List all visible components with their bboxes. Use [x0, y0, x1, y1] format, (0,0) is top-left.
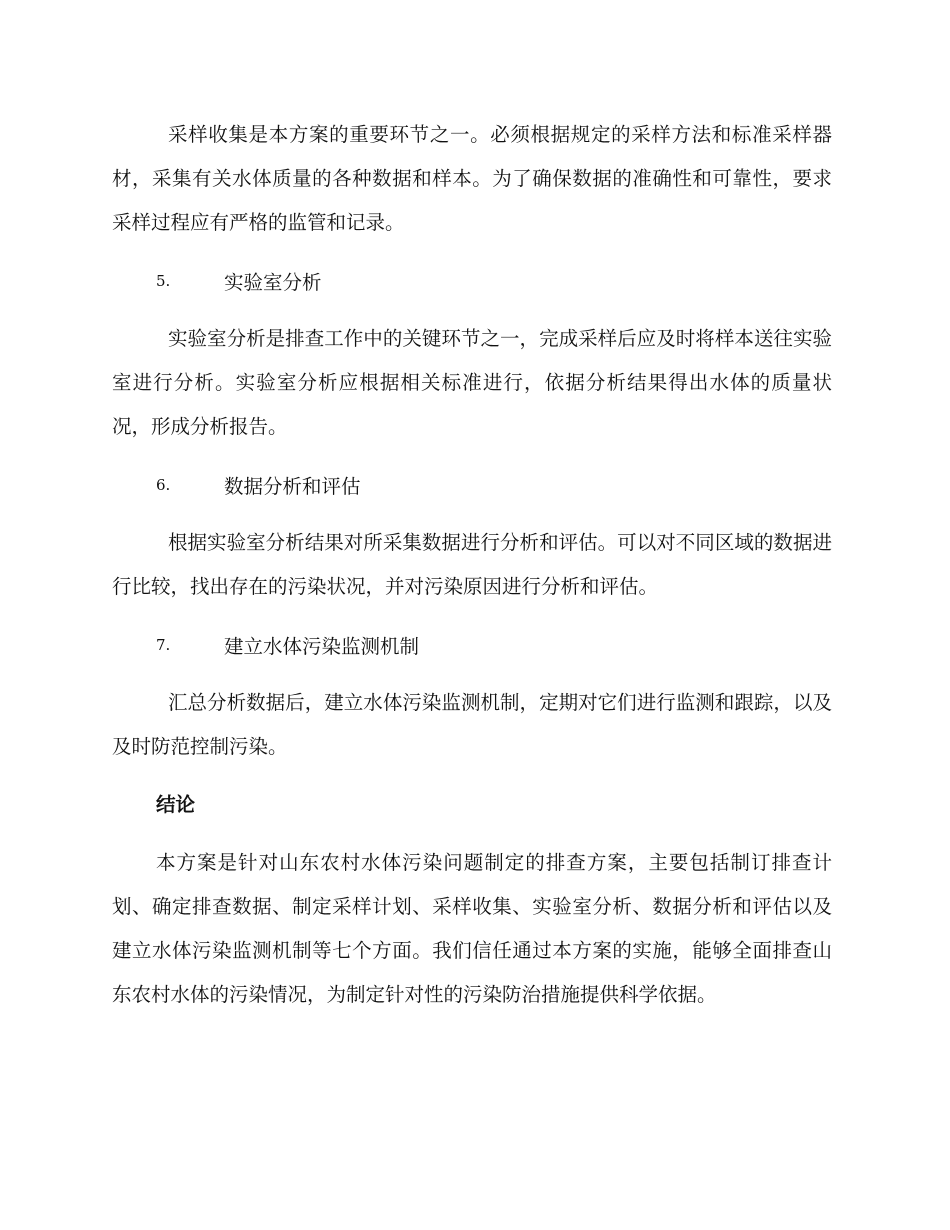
paragraph-monitoring: 汇总分析数据后，建立水体污染监测机制，定期对它们进行监测和跟踪，以及及时防范控制污染。 — [112, 691, 832, 758]
heading-lab-analysis — [112, 259, 832, 303]
paragraph-lab-analysis: 实验室分析是排查工作中的关键环节之一，完成采样后应及时将样本送往实验室进行分析。实验室分析应根据相关标准进行，依据分析结果得出水体的质量状况，形成分析报告。 — [112, 327, 832, 438]
paragraph-data-analysis: 根据实验室分析结果对所采集数据进行分析和评估。可以对不同区域的数据进行比较，找出存在的污染状况，并对污染原因进行分析和评估。 — [112, 531, 832, 598]
heading-text: 实验室分析 — [224, 271, 322, 294]
heading-data-analysis — [112, 463, 832, 507]
heading-number: 6. — [156, 476, 171, 494]
heading-text: 数据分析和评估 — [224, 475, 361, 498]
heading-monitoring — [112, 623, 832, 667]
heading-text: 建立水体污染监测机制 — [224, 635, 420, 658]
paragraph-sampling: 采样收集是本方案的重要环节之一。必须根据规定的采样方法和标准采样器材，采集有关水体质量的各种数据和样本。为了确保数据的准确性和可靠性，要求采样过程应有严格的监管和记录。 — [112, 123, 832, 234]
heading-number: 7. — [156, 636, 171, 654]
heading-number: 5. — [156, 272, 171, 290]
conclusion-title: 结论 — [156, 793, 196, 816]
paragraph-conclusion: 本方案是针对山东农村水体污染问题制定的排查方案，主要包括制订排查计划、确定排查数据、制定采样计划、采样收集、实验室分析、数据分析和评估以及建立水体污染监测机制等七个方面。我们信任通过本方案的实施，能够全面排查山东农村水体的污染情况，为制定针对性的污染防治措施提供科学依据。 — [112, 851, 832, 1006]
